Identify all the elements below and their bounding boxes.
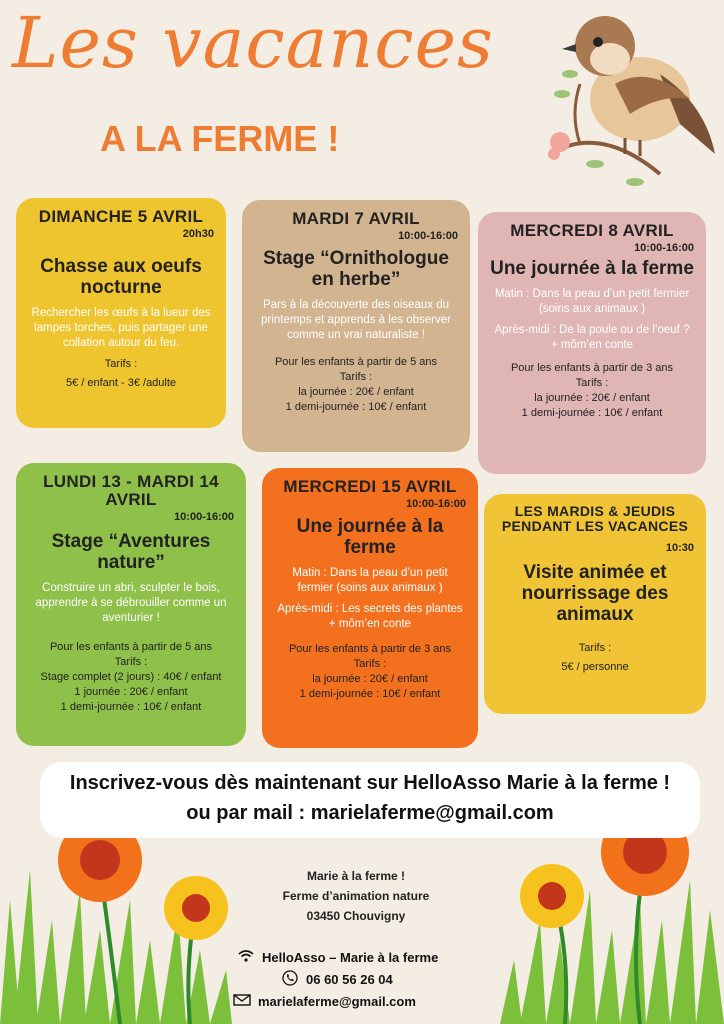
card-age: Pour les enfants à partir de 5 ans	[274, 356, 438, 368]
event-card-visite-animee	[484, 494, 706, 714]
farm-city: 03450 Chouvigny	[306, 909, 406, 923]
card-event-title: Une journée à la ferme	[490, 258, 694, 279]
card-tarifs-label: Tarifs :	[353, 658, 387, 670]
bird-illustration	[540, 4, 720, 194]
card-tarif-line: la journée : 20€ / enfant	[312, 673, 428, 685]
card-date: MARDI 7 AVRIL	[292, 209, 420, 228]
card-tarif-line: la journée : 20€ / enfant	[534, 392, 650, 404]
card-tarif-line: 1 demi-journée : 10€ / enfant	[299, 688, 441, 700]
card-event-title: Chasse aux oeufs nocturne	[40, 256, 202, 298]
card-time: 10:00-16:00	[406, 498, 466, 510]
card-tarif-line: la journée : 20€ / enfant	[298, 386, 414, 398]
contact-phone[interactable]	[232, 968, 482, 990]
event-card-journee-ferme-8	[478, 212, 706, 474]
card-tarifs-label: Tarifs :	[114, 656, 148, 668]
event-card-easter-hunt	[16, 198, 226, 428]
event-card-aventures-nature	[16, 463, 246, 746]
card-time: 10:00-16:00	[398, 230, 458, 242]
card-date: LES MARDIS & JEUDIS PENDANT LES VACANCES	[501, 503, 689, 534]
contact-helloasso-text: HelloAsso – Marie à la ferme	[262, 949, 439, 965]
mail-icon	[232, 994, 252, 1009]
card-age: Pour les enfants à partir de 5 ans	[49, 641, 213, 653]
card-date: DIMANCHE 5 AVRIL	[38, 207, 204, 226]
registration-line-email[interactable]: ou par mail : marielaferme@gmail.com	[186, 802, 554, 824]
card-time: 20h30	[182, 228, 214, 240]
card-description-2: Après-midi : De la poule ou de l’oeuf ? + môm’en conte	[494, 324, 690, 351]
card-tarif-line: 1 demi-journée : 10€ / enfant	[285, 401, 427, 413]
contact-block	[232, 946, 482, 1012]
card-description: Construire un abri, sculpter le bois, apprendre à se débrouiller comme un aventurier !	[35, 582, 227, 624]
contact-helloasso[interactable]	[232, 946, 482, 968]
card-description: Matin : Dans la peau d’un petit fermier (soins aux animaux )	[494, 288, 690, 315]
event-card-ornithologue	[242, 200, 470, 452]
event-card-journee-ferme-15	[262, 468, 478, 748]
card-tarifs-label: Tarifs :	[575, 377, 609, 389]
title-subtitle: A LA FERME !	[100, 118, 340, 159]
card-time: 10:30	[665, 542, 694, 554]
card-tarifs-label: Tarifs :	[339, 371, 373, 383]
card-event-title: Une journée à la ferme	[296, 516, 444, 558]
title-script: Les vacances	[12, 2, 494, 84]
card-date: MERCREDI 15 AVRIL	[283, 477, 457, 496]
card-tarif-line: 5€ / personne	[561, 661, 629, 673]
card-description-2: Après-midi : Les secrets des plantes + môm’en conte	[277, 603, 463, 630]
contact-phone-text: 06 60 56 26 04	[306, 971, 393, 987]
card-date: MERCREDI 8 AVRIL	[510, 221, 674, 240]
card-tarifs-label: Tarifs :	[578, 642, 612, 654]
card-event-title: Stage “Ornithologue en herbe”	[263, 248, 449, 290]
registration-line-helloasso[interactable]: Inscrivez-vous dès maintenant sur HelloAsso Marie à la ferme !	[69, 772, 671, 794]
card-tarif-line: 1 demi-journée : 10€ / enfant	[60, 701, 202, 713]
farm-subtitle: Ferme d’animation nature	[282, 889, 430, 903]
card-tarif-line: 1 journée : 20€ / enfant	[74, 686, 188, 698]
card-age: Pour les enfants à partir de 3 ans	[510, 362, 674, 374]
card-time: 10:00-16:00	[174, 511, 234, 523]
card-time: 10:00-16:00	[634, 242, 694, 254]
registration-banner	[40, 762, 700, 838]
card-age: Pour les enfants à partir de 3 ans	[288, 643, 452, 655]
card-description: Rechercher les œufs à la lueur des lampes torches, puis partager une collation autour du feu.	[31, 307, 211, 349]
contact-email[interactable]	[232, 990, 482, 1012]
card-tarif-line: Stage complet (2 jours) : 40€ / enfant	[40, 671, 222, 683]
contact-email-text: marielaferme@gmail.com	[258, 993, 416, 1009]
card-event-title: Visite animée et nourrissage des animaux	[521, 562, 669, 625]
farm-address	[246, 866, 466, 926]
card-event-title: Stage “Aventures nature”	[51, 531, 211, 573]
card-date: LUNDI 13 - MARDI 14 AVRIL	[43, 472, 219, 509]
phone-icon	[280, 970, 300, 989]
card-description: Pars à la découverte des oiseaux du printemps et apprends à les observer comme un vrai naturaliste !	[261, 299, 451, 341]
wifi-icon	[236, 950, 256, 965]
card-description: Matin : Dans la peau d’un petit fermier (soins aux animaux )	[292, 567, 448, 594]
farm-name: Marie à la ferme !	[306, 869, 406, 883]
card-tarif-line: 5€ / enfant - 3€ /adulte	[65, 377, 177, 389]
card-tarifs-label: Tarifs :	[104, 358, 138, 370]
card-tarif-line: 1 demi-journée : 10€ / enfant	[521, 407, 663, 419]
